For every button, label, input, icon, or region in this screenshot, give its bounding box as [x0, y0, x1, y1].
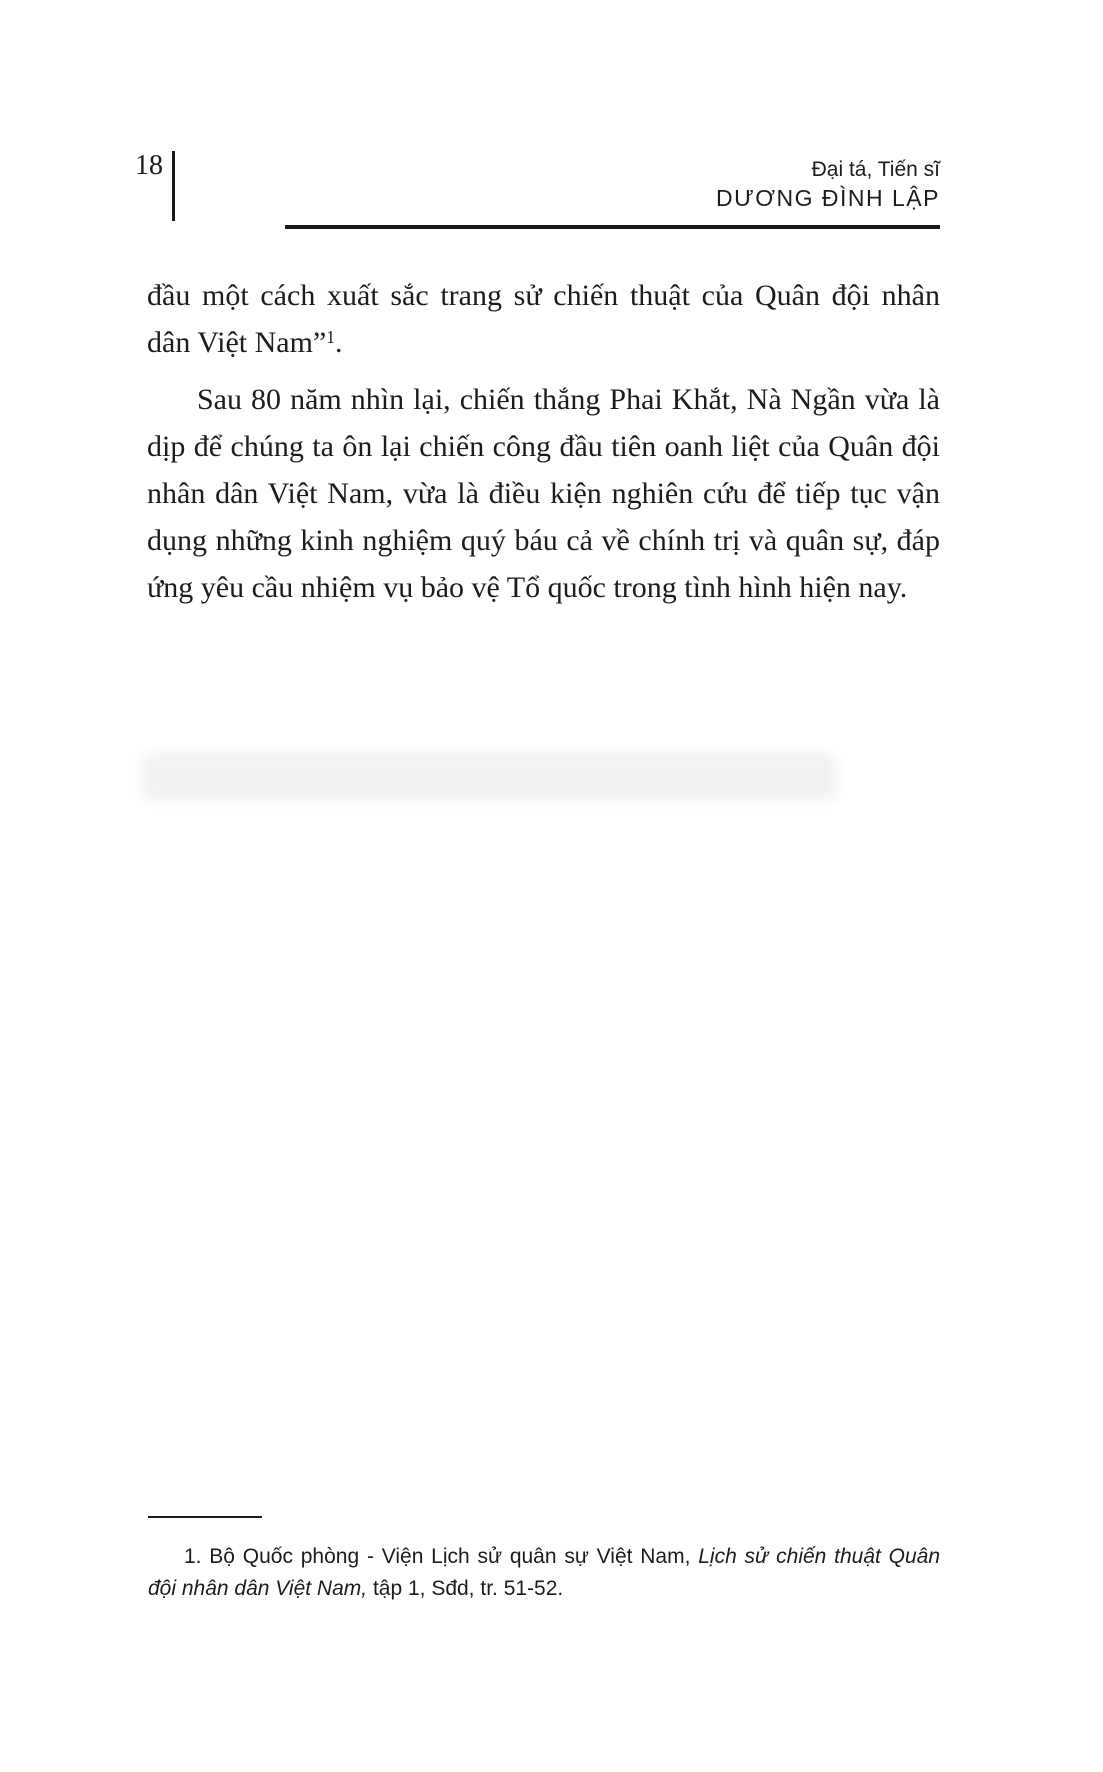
footnote-reference: 1	[326, 327, 335, 348]
footnote-cited-work: Lịch sử chiến thuật Quân đội nhân dân Việt Nam,	[148, 1545, 940, 1600]
paragraph-continuation	[147, 272, 940, 366]
page-number: 18	[135, 150, 163, 181]
running-header	[716, 157, 940, 213]
footnote-text: 1. Bộ Quốc phòng - Viện Lịch sử quân sự Việt Nam,	[184, 1545, 699, 1568]
page-number-divider	[172, 151, 175, 221]
header-rule	[285, 225, 940, 229]
paragraph: Sau 80 năm nhìn lại, chiến thắng Phai Khắt, Nà Ngần vừa là dịp để chúng ta ôn lại chiến công đầu tiên oanh liệt của Quân đội nhân dân Việt Nam, vừa là điều kiện nghiên cứu để tiếp tục vận dụng những kinh nghiệm quý báu cả về chính trị và quân sự, đáp ứng yêu cầu nhiệm vụ bảo vệ Tổ quốc trong tình hình hiện nay.	[147, 383, 940, 604]
body-text	[147, 272, 940, 611]
author-name: DƯƠNG ĐÌNH LẬP	[716, 185, 940, 211]
scan-artifact	[142, 753, 837, 801]
footnote	[148, 1541, 940, 1605]
footnote-tail: tập 1, Sđd, tr. 51-52.	[367, 1577, 564, 1600]
author-title: Đại tá, Tiến sĩ	[811, 158, 940, 181]
paragraph-continuation-period: .	[334, 326, 343, 359]
footnote-rule	[148, 1516, 262, 1518]
paragraph-continuation-text: đầu một cách xuất sắc trang sử chiến thuật của Quân đội nhân dân Việt Nam”	[147, 279, 940, 359]
